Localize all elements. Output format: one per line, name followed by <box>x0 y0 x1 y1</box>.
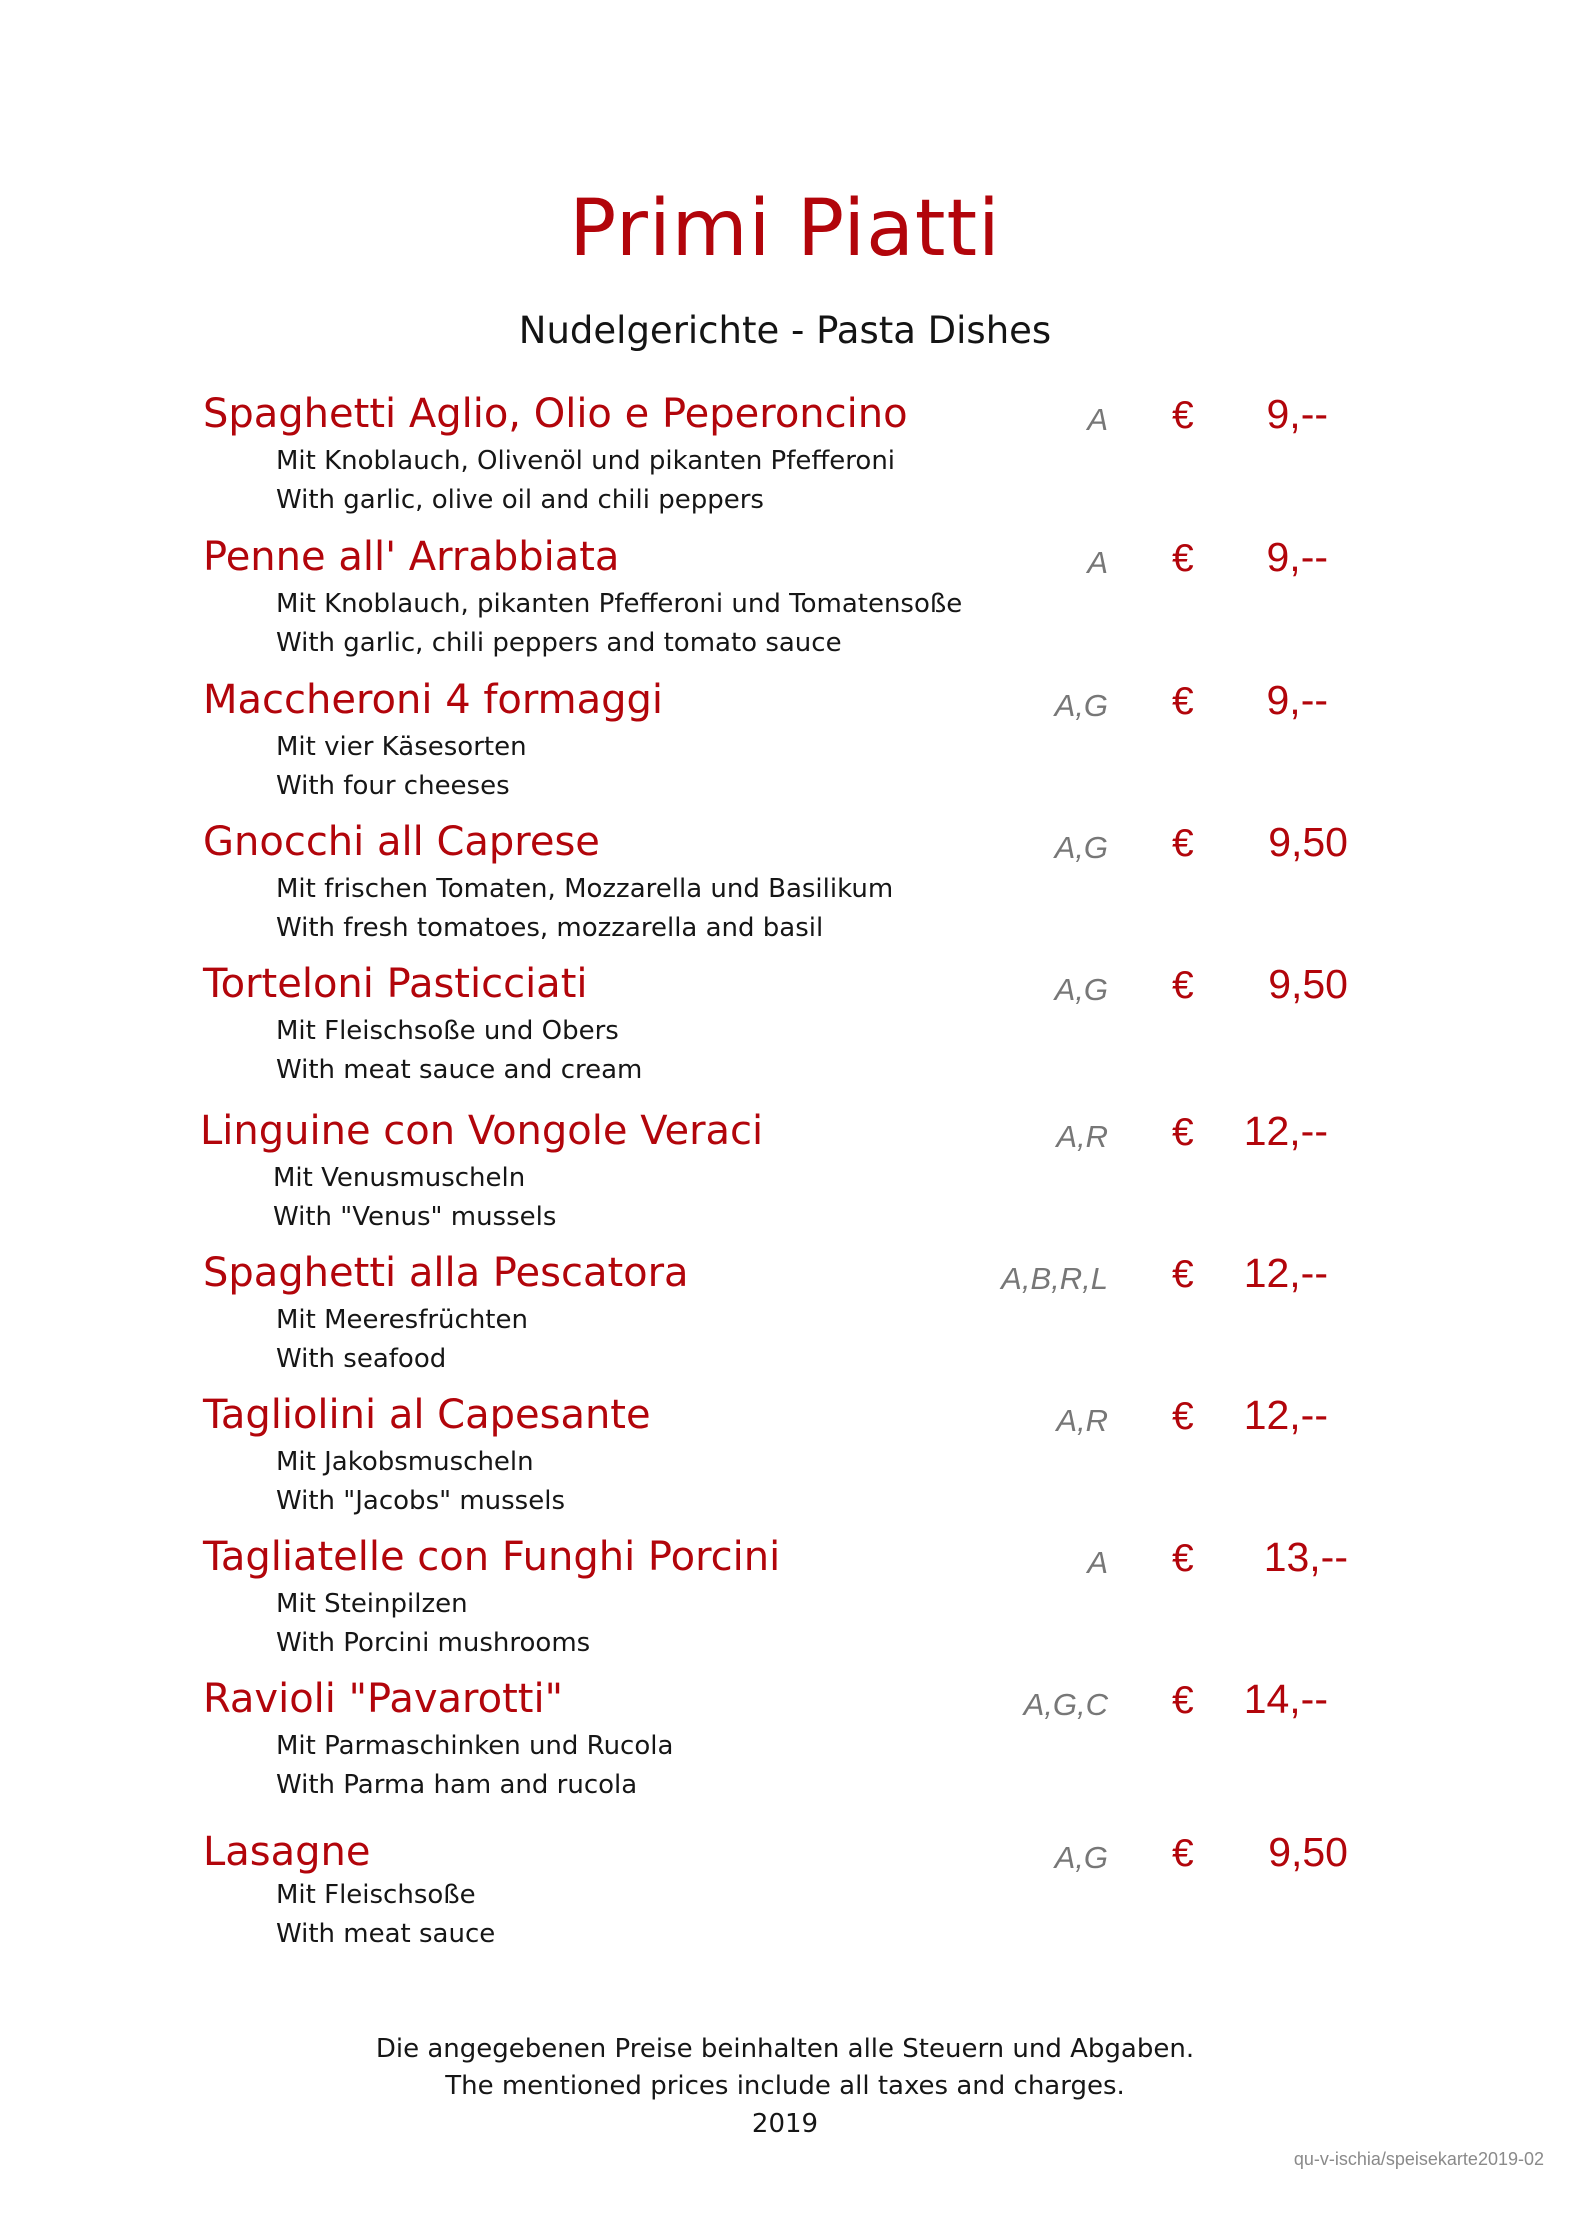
dish-price: 9,-- <box>1266 677 1328 723</box>
dish-description-en: With "Jacobs" mussels <box>276 1486 565 1516</box>
price-note-en: The mentioned prices include all taxes and charges. <box>445 2071 1125 2101</box>
dish-price: 12,-- <box>1243 1108 1328 1154</box>
dish-name: Maccheroni 4 formaggi <box>203 677 664 723</box>
euro-sign: € <box>1172 1537 1194 1580</box>
dish-allergens: A <box>1087 545 1108 580</box>
dish-name: Spaghetti alla Pescatora <box>203 1250 689 1296</box>
euro-sign: € <box>1172 1832 1194 1875</box>
dish-name: Torteloni Pasticciati <box>203 961 588 1007</box>
dish-item <box>0 1676 1570 1819</box>
dish-name: Tagliatelle con Funghi Porcini <box>203 1534 781 1580</box>
dish-item <box>0 1534 1570 1677</box>
euro-sign: € <box>1172 1679 1194 1722</box>
page-subtitle: Nudelgerichte - Pasta Dishes <box>518 309 1052 352</box>
dish-allergens: A,B,R,L <box>1001 1261 1108 1296</box>
dish-price: 14,-- <box>1243 1676 1328 1722</box>
dish-description-en: With meat sauce and cream <box>276 1055 643 1085</box>
dish-item <box>0 1250 1570 1393</box>
dish-description-de: Mit Venusmuscheln <box>273 1163 526 1193</box>
dish-price: 9,50 <box>1268 819 1348 865</box>
dish-description-de: Mit Fleischsoße und Obers <box>276 1016 619 1046</box>
dish-allergens: A <box>1087 402 1108 437</box>
dish-allergens: A <box>1087 1545 1108 1580</box>
dish-item <box>0 1829 1570 1972</box>
dish-description-en: With garlic, chili peppers and tomato sauce <box>276 628 842 658</box>
source-reference: qu-v-ischia/speisekarte2019-02 <box>1293 2149 1544 2169</box>
dish-description-en: With fresh tomatoes, mozzarella and basil <box>276 913 824 943</box>
price-note-de: Die angegebenen Preise beinhalten alle Steuern und Abgaben. <box>375 2034 1195 2064</box>
euro-sign: € <box>1172 1395 1194 1438</box>
dish-item <box>0 819 1570 962</box>
dish-description-de: Mit frischen Tomaten, Mozzarella und Basilikum <box>276 874 894 904</box>
dish-name: Spaghetti Aglio, Olio e Peperoncino <box>203 391 908 437</box>
dish-name: Penne all' Arrabbiata <box>203 534 620 580</box>
dish-allergens: A,R <box>1056 1119 1108 1154</box>
dish-allergens: A,G <box>1054 972 1108 1007</box>
dish-name: Tagliolini al Capesante <box>203 1392 651 1438</box>
dish-description-en: With "Venus" mussels <box>273 1202 557 1232</box>
dish-item <box>0 677 1570 820</box>
dish-allergens: A,G <box>1054 1840 1108 1875</box>
dish-item <box>0 534 1570 677</box>
dish-price: 9,50 <box>1268 961 1348 1007</box>
dish-price: 9,-- <box>1266 391 1328 437</box>
dish-allergens: A,G,C <box>1023 1687 1108 1722</box>
dish-description-de: Mit Fleischsoße <box>276 1880 476 1910</box>
dish-description-de: Mit Knoblauch, Olivenöl und pikanten Pfefferoni <box>276 446 896 476</box>
dish-allergens: A,R <box>1056 1403 1108 1438</box>
dish-description-de: Mit Jakobsmuscheln <box>276 1447 534 1477</box>
euro-sign: € <box>1172 537 1194 580</box>
dish-description-de: Mit Parmaschinken und Rucola <box>276 1731 674 1761</box>
dish-item <box>0 961 1570 1104</box>
dish-description-en: With garlic, olive oil and chili peppers <box>276 485 764 515</box>
euro-sign: € <box>1172 822 1194 865</box>
dish-item <box>0 1108 1570 1251</box>
dish-description-de: Mit Steinpilzen <box>276 1589 468 1619</box>
dish-allergens: A,G <box>1054 688 1108 723</box>
dish-price: 13,-- <box>1263 1534 1348 1580</box>
dish-name: Linguine con Vongole Veraci <box>200 1108 764 1154</box>
dish-name: Ravioli "Pavarotti" <box>203 1676 563 1722</box>
euro-sign: € <box>1172 1111 1194 1154</box>
dish-description-en: With Porcini mushrooms <box>276 1628 591 1658</box>
dish-description-de: Mit Meeresfrüchten <box>276 1305 528 1335</box>
dish-name: Gnocchi all Caprese <box>203 819 600 865</box>
dish-price: 9,-- <box>1266 534 1328 580</box>
dish-description-de: Mit vier Käsesorten <box>276 732 527 762</box>
dish-description-en: With four cheeses <box>276 771 510 801</box>
dish-price: 9,50 <box>1268 1829 1348 1875</box>
dish-item <box>0 391 1570 534</box>
menu-year: 2019 <box>751 2109 819 2139</box>
euro-sign: € <box>1172 964 1194 1007</box>
dish-name: Lasagne <box>203 1829 371 1875</box>
euro-sign: € <box>1172 680 1194 723</box>
dish-description-en: With meat sauce <box>276 1919 496 1949</box>
dish-description-en: With seafood <box>276 1344 447 1374</box>
dish-price: 12,-- <box>1243 1392 1328 1438</box>
dish-item <box>0 1392 1570 1535</box>
page-title: Primi Piatti <box>569 184 1001 274</box>
dish-allergens: A,G <box>1054 830 1108 865</box>
dish-description-de: Mit Knoblauch, pikanten Pfefferoni und Tomatensoße <box>276 589 963 619</box>
dish-description-en: With Parma ham and rucola <box>276 1770 638 1800</box>
euro-sign: € <box>1172 1253 1194 1296</box>
euro-sign: € <box>1172 394 1194 437</box>
dish-price: 12,-- <box>1243 1250 1328 1296</box>
